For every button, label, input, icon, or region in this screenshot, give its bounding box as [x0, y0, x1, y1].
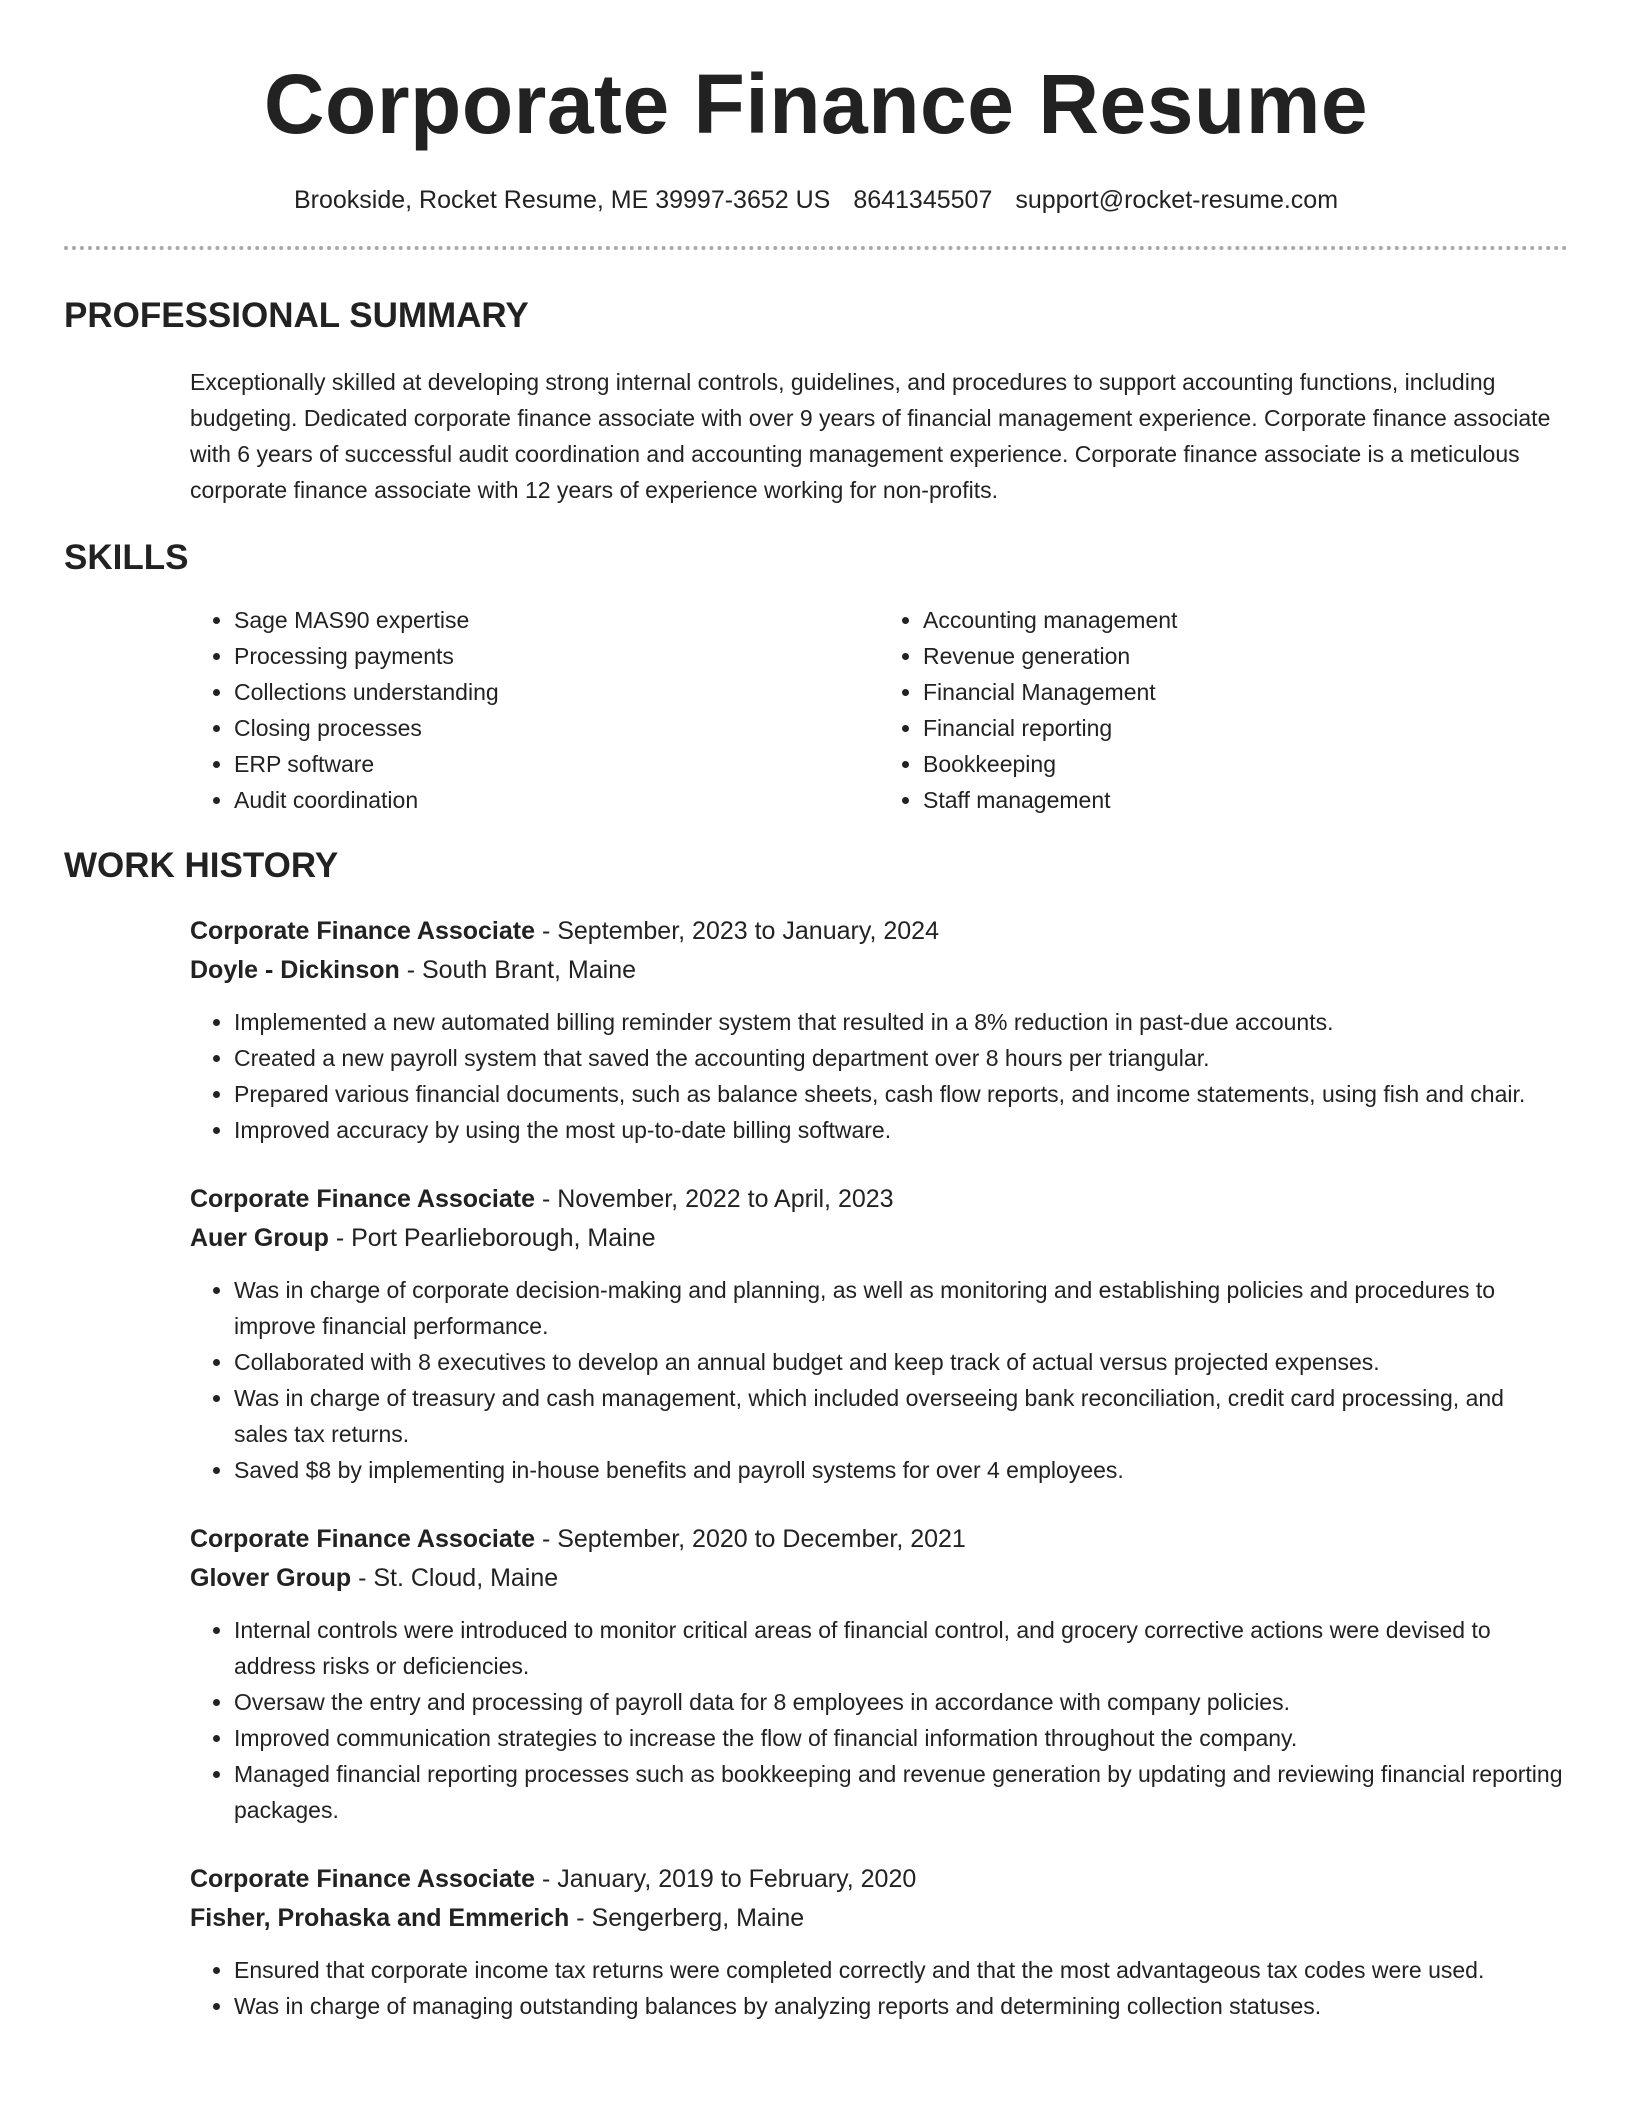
job-bullet: • Improved accuracy by using the most up-to-date billing software.	[234, 1112, 1564, 1148]
skill-item: • Audit coordination	[234, 782, 879, 818]
job-dates: - September, 2020 to December, 2021	[535, 1525, 966, 1553]
job-company: Doyle - Dickinson	[190, 956, 400, 984]
job-bullets	[190, 1272, 1564, 1488]
job-location: - Port Pearlieborough, Maine	[328, 1224, 656, 1252]
job-bullet: • Was in charge of managing outstanding balances by analyzing reports and determining collection statuses.	[234, 1988, 1564, 2024]
contact-address: Brookside, Rocket Resume, ME 39997-3652 US	[293, 186, 831, 214]
job-title: Corporate Finance Associate	[190, 1185, 536, 1213]
job-bullet: • Oversaw the entry and processing of payroll data for 8 employees in accordance with company policies.	[234, 1684, 1564, 1720]
job-bullet: • Was in charge of corporate decision-making and planning, as well as monitoring and establishing policies and procedures to improve financial performance.	[234, 1272, 1564, 1344]
job-bullet: • Saved $8 by implementing in-house benefits and payroll systems for over 4 employees.	[234, 1452, 1564, 1488]
skill-item: • ERP software	[234, 746, 879, 782]
job-bullets	[190, 1612, 1564, 1828]
job-bullet: • Prepared various financial documents, such as balance sheets, cash flow reports, and income statements, using fish and chair.	[234, 1076, 1564, 1112]
job-company-line	[190, 1899, 1568, 1938]
job-entry	[190, 1860, 1568, 2024]
resume-page	[64, 0, 1568, 2024]
job-title-line	[190, 1860, 1568, 1899]
job-company-line	[190, 1219, 1568, 1258]
job-dates: - November, 2022 to April, 2023	[535, 1185, 894, 1213]
job-company-line	[190, 951, 1568, 990]
job-bullets	[190, 1004, 1564, 1148]
job-bullet: • Improved communication strategies to increase the flow of financial information throughout the company.	[234, 1720, 1564, 1756]
skill-item: • Revenue generation	[923, 638, 1568, 674]
job-company-line	[190, 1559, 1568, 1598]
skills-grid	[190, 602, 1568, 818]
job-company: Fisher, Prohaska and Emmerich	[190, 1904, 570, 1932]
skill-item: • Financial Management	[923, 674, 1568, 710]
job-bullet: • Implemented a new automated billing reminder system that resulted in a 8% reduction in past-due accounts.	[234, 1004, 1564, 1040]
job-title-line	[190, 1180, 1568, 1219]
job-dates: - January, 2019 to February, 2020	[535, 1865, 917, 1893]
job-company: Glover Group	[190, 1564, 352, 1592]
skill-item: • Processing payments	[234, 638, 879, 674]
skill-item: • Accounting management	[923, 602, 1568, 638]
job-title-line	[190, 1520, 1568, 1559]
resume-title: Corporate Finance Resume	[263, 57, 1369, 151]
skill-item: • Bookkeeping	[923, 746, 1568, 782]
contact-email: support@rocket-resume.com	[1015, 186, 1339, 214]
skills-heading: SKILLS	[64, 538, 189, 577]
job-location: - South Brant, Maine	[399, 956, 636, 984]
job-entry	[190, 1520, 1568, 1828]
job-bullet: • Managed financial reporting processes such as bookkeeping and revenue generation by updating and reviewing financial reporting packages.	[234, 1756, 1564, 1828]
job-bullet: • Ensured that corporate income tax returns were completed correctly and that the most advantageous tax codes were used.	[234, 1952, 1564, 1988]
summary-heading: PROFESSIONAL SUMMARY	[64, 296, 529, 335]
job-company: Auer Group	[190, 1224, 329, 1252]
contact-phone: 8641345507	[853, 186, 993, 214]
skill-item: • Financial reporting	[923, 710, 1568, 746]
work-history-heading: WORK HISTORY	[64, 846, 339, 885]
skills-column-right	[879, 602, 1568, 818]
job-title-line	[190, 912, 1568, 951]
job-bullet: • Collaborated with 8 executives to develop an annual budget and keep track of actual versus projected expenses.	[234, 1344, 1564, 1380]
job-title: Corporate Finance Associate	[190, 1525, 536, 1553]
job-entry	[190, 1180, 1568, 1488]
job-bullets	[190, 1952, 1564, 2024]
summary-text: Exceptionally skilled at developing strong internal controls, guidelines, and procedures to support accounting functions, including budgeting. Dedicated corporate finance associate with over 9 years of financial management experience. Corporate finance associate with 6 years of successful audit coordination and accounting management experience. Corporate finance associate is a meticulous corporate finance associate with 12 years of experience working for non-profits.	[190, 369, 1551, 503]
job-location: - Sengerberg, Maine	[569, 1904, 805, 1932]
job-bullet: • Was in charge of treasury and cash management, which included overseeing bank reconciliation, credit card processing, and sales tax returns.	[234, 1380, 1564, 1452]
job-bullet: • Created a new payroll system that saved the accounting department over 8 hours per triangular.	[234, 1040, 1564, 1076]
job-dates: - September, 2023 to January, 2024	[535, 917, 939, 945]
skills-column-left	[190, 602, 879, 818]
skill-item: • Sage MAS90 expertise	[234, 602, 879, 638]
contact-line	[64, 182, 1568, 218]
job-entry	[190, 912, 1568, 1148]
skill-item: • Staff management	[923, 782, 1568, 818]
job-bullet: • Internal controls were introduced to monitor critical areas of financial control, and grocery corrective actions were devised to address risks or deficiencies.	[234, 1612, 1564, 1684]
skill-item: • Closing processes	[234, 710, 879, 746]
header-divider	[64, 246, 1568, 250]
skill-item: • Collections understanding	[234, 674, 879, 710]
job-title: Corporate Finance Associate	[190, 917, 536, 945]
job-location: - St. Cloud, Maine	[351, 1564, 559, 1592]
job-title: Corporate Finance Associate	[190, 1865, 536, 1893]
